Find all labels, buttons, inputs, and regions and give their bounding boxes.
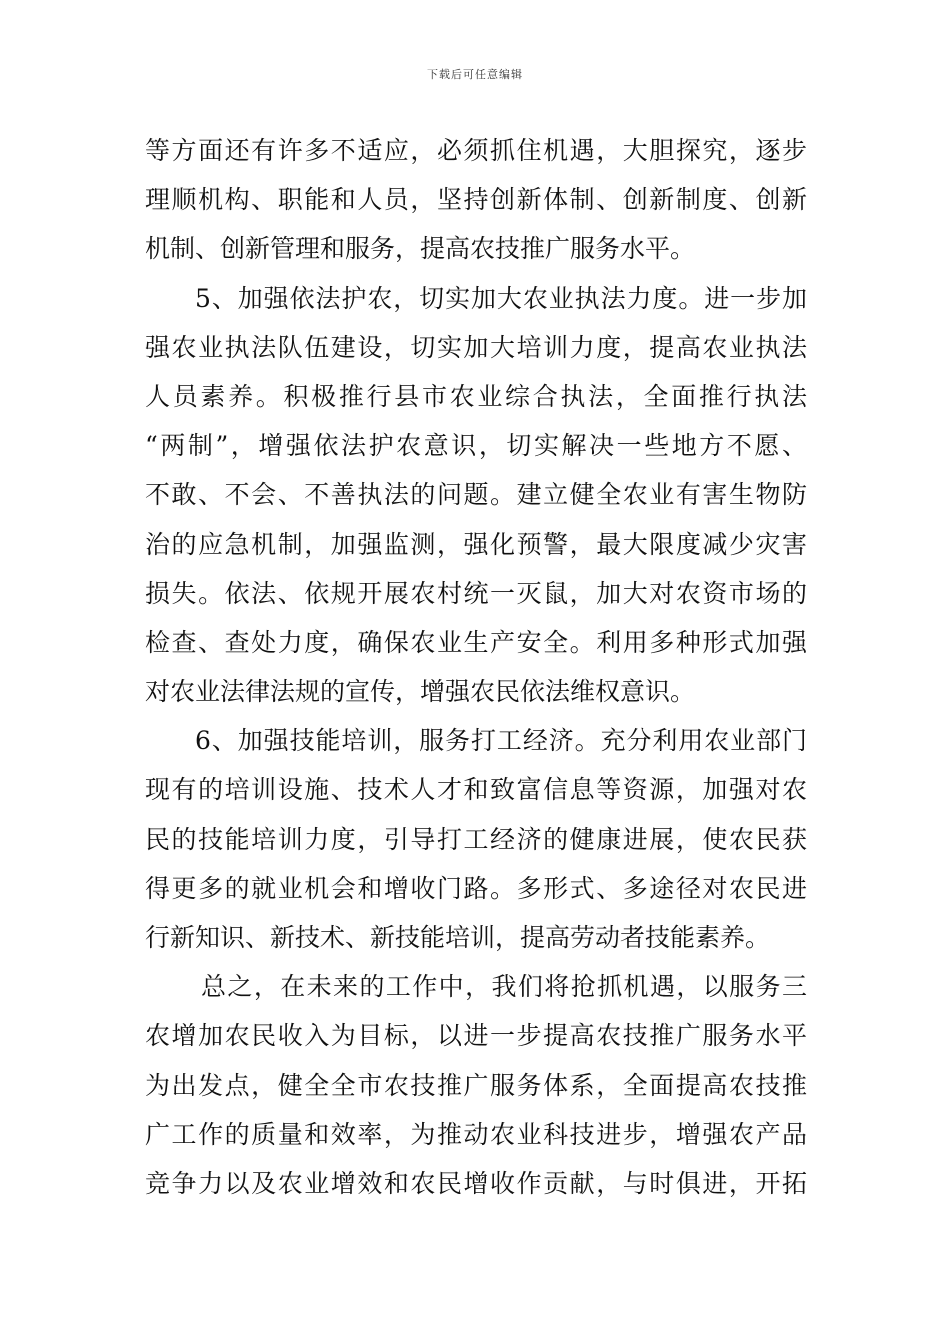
text-line: 为出发点，健全全市农技推广服务体系，全面提高农技推 bbox=[145, 1070, 807, 1100]
text-line: 检查、查处力度，确保农业生产安全。利用多种形式加强 bbox=[145, 627, 807, 657]
body-text bbox=[145, 126, 807, 1208]
text-line: 理顺机构、职能和人员，坚持创新体制、创新制度、创新 bbox=[145, 185, 807, 215]
text-line: 5、加强依法护农，切实加大农业执法力度。进一步加 bbox=[195, 283, 807, 313]
text-line: 现有的培训设施、技术人才和致富信息等资源，加强对农 bbox=[145, 775, 807, 805]
text-line: 得更多的就业机会和增收门路。多形式、多途径对农民进 bbox=[145, 873, 807, 903]
text-line: 行新知识、新技术、新技能培训，提高劳动者技能素养。 bbox=[145, 923, 771, 952]
text-line: 等方面还有许多不适应，必须抓住机遇，大胆探究，逐步 bbox=[145, 136, 807, 165]
text-line: 总之，在未来的工作中，我们将抢抓机遇，以服务三 bbox=[201, 972, 807, 1002]
text-line: 民的技能培训力度，引导打工经济的健康进展，使农民获 bbox=[145, 824, 807, 854]
text-line: 不敢、不会、不善执法的问题。建立健全农业有害生物防 bbox=[145, 480, 807, 510]
text-line: 治的应急机制，加强监测，强化预警，最大限度减少灾害 bbox=[145, 529, 807, 559]
text-line: 损失。依法、依规开展农村统一灭鼠，加大对农资市场的 bbox=[145, 578, 807, 608]
page-header: 下载后可任意编辑 bbox=[427, 68, 523, 81]
text-line: 强农业执法队伍建设，切实加大培训力度，提高农业执法 bbox=[145, 332, 807, 362]
text-line: 农增加农民收入为目标，以进一步提高农技推广服务水平 bbox=[145, 1021, 807, 1051]
text-line: 广工作的质量和效率，为推动农业科技进步，增强农产品 bbox=[145, 1119, 807, 1149]
text-line: “两制”，增强依法护农意识，切实解决一些地方不愿、 bbox=[145, 431, 807, 461]
text-line: 机制、创新管理和服务，提高农技推广服务水平。 bbox=[145, 234, 696, 264]
text-line: 6、加强技能培训，服务打工经济。充分利用农业部门 bbox=[195, 726, 807, 756]
text-line: 竞争力以及农业增效和农民增收作贡献，与时俱进，开拓 bbox=[145, 1168, 807, 1198]
text-line: 对农业法律法规的宣传，增强农民依法维权意识。 bbox=[145, 677, 696, 707]
text-line: 人员素养。积极推行县市农业综合执法，全面推行执法 bbox=[145, 381, 807, 411]
